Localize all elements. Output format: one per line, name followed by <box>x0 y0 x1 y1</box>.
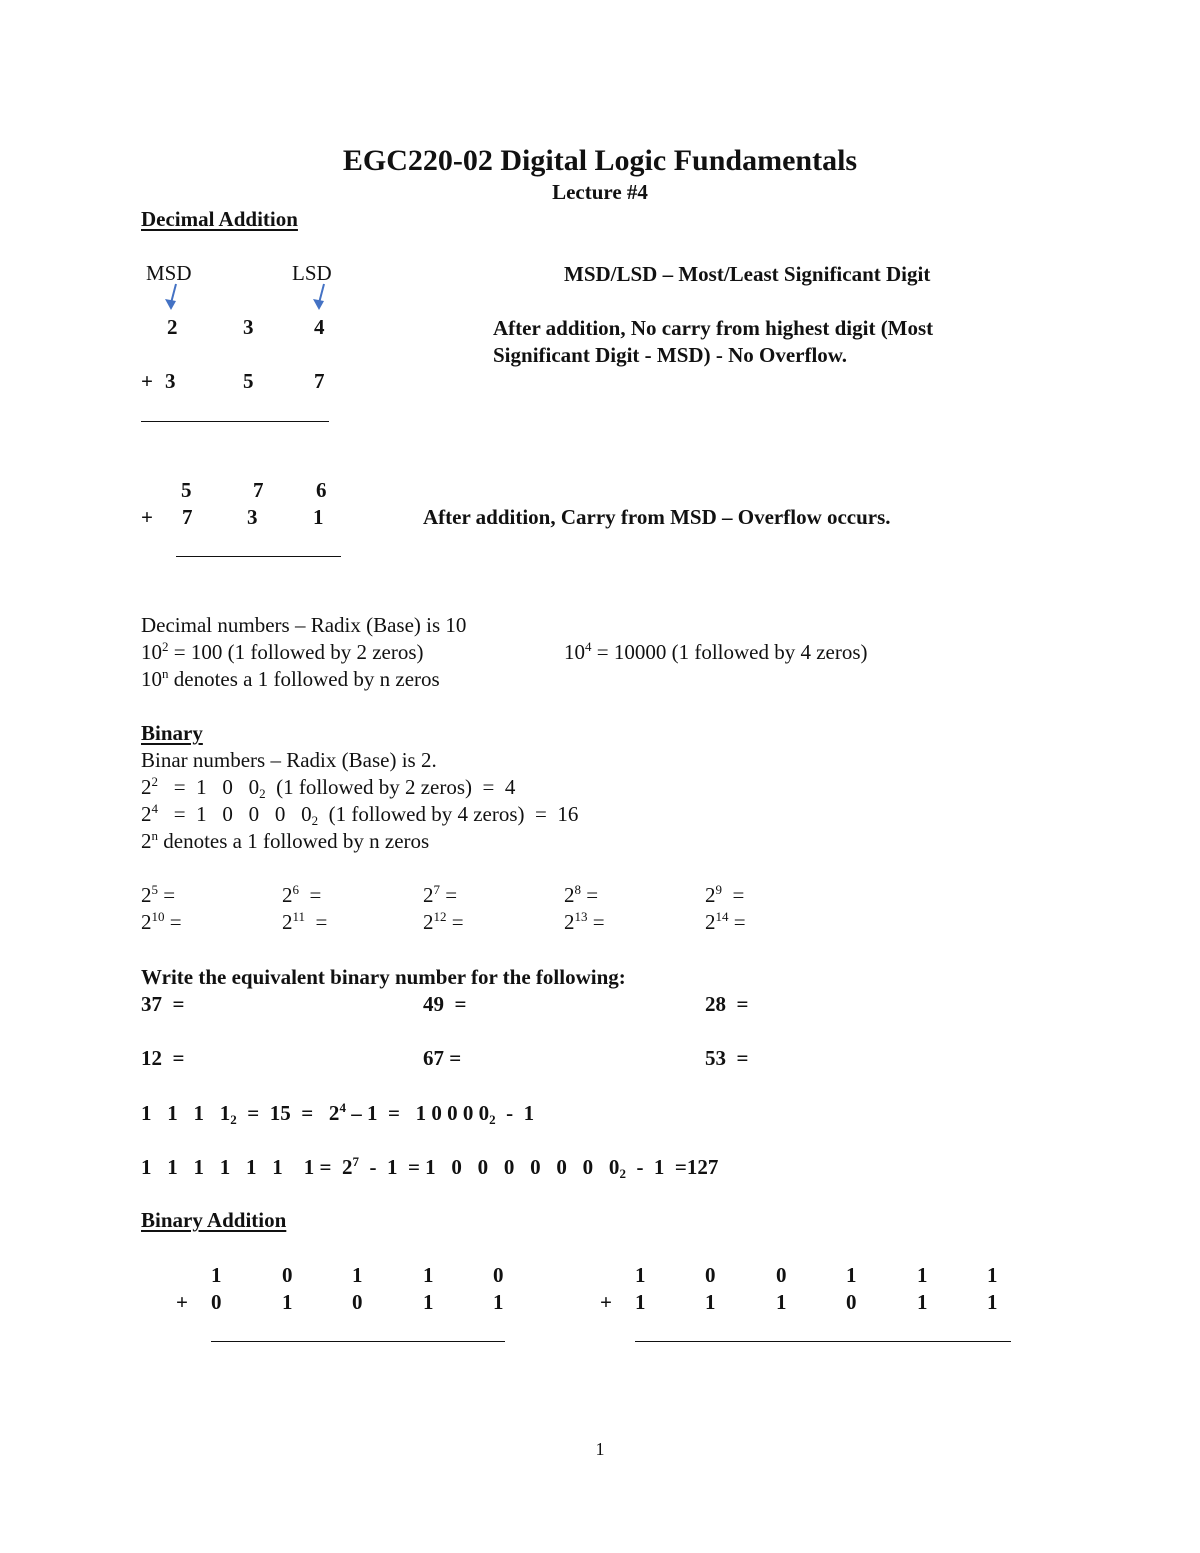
ex1-plus-sign: + <box>141 369 153 393</box>
lsd-arrow-icon <box>306 282 330 312</box>
bin-right-row2-digit: 0 <box>846 1290 857 1314</box>
power-cell: $2^{14}$ = <box>705 909 746 934</box>
bin-right-row1-digit: 1 <box>917 1263 928 1287</box>
ex1-row2-digit: 7 <box>314 369 325 393</box>
ex1-note-line2: Significant Digit - MSD) - No Overflow. <box>493 343 848 367</box>
bin-left-plus-sign: + <box>176 1290 188 1314</box>
binary-pown-line: 2$^n$ denotes a 1 followed by n zeros <box>141 828 430 853</box>
power-cell: $2^{11}$ = <box>282 909 328 934</box>
bin-right-row1-digit: 0 <box>705 1263 716 1287</box>
decimal-addition-heading: Decimal Addition <box>141 207 298 231</box>
msd-lsd-legend: MSD/LSD – Most/Least Significant Digit <box>564 262 931 286</box>
power-cell: $2^6$ = <box>282 882 322 907</box>
ex2-row1-digit: 6 <box>316 478 327 502</box>
ex1-row2-digit: 3 <box>165 369 176 393</box>
bin-left-sum-line <box>211 1341 505 1342</box>
ex2-row1-digit: 5 <box>181 478 192 502</box>
decimal-radix-line: Decimal numbers – Radix (Base) is 10 <box>141 613 467 637</box>
bin-left-row1-digit: 1 <box>352 1263 363 1287</box>
bin-right-row2-digit: 1 <box>776 1290 787 1314</box>
ex1-row1-digit: 2 <box>167 315 178 339</box>
ex1-row2-digit: 5 <box>243 369 254 393</box>
ex1-row1-digit: 3 <box>243 315 254 339</box>
ex2-sum-line <box>176 556 341 557</box>
bin-left-row1-digit: 1 <box>423 1263 434 1287</box>
exercise-item: 37 = <box>141 992 185 1016</box>
exercise-item: 67 = <box>423 1046 462 1070</box>
bin-left-row2-digit: 0 <box>211 1290 222 1314</box>
page-number: 1 <box>595 1439 605 1459</box>
power-cell: $2^{12}$ = <box>423 909 464 934</box>
exercise-item: 53 = <box>705 1046 749 1070</box>
msd-label: MSD <box>146 261 192 285</box>
msd-arrow-icon <box>160 282 184 312</box>
power-cell: $2^7$ = <box>423 882 458 907</box>
bin-left-row2-digit: 1 <box>493 1290 504 1314</box>
binary-pow2-line: $2^2 = 1$ 0 $0_2$ (1 followed by 2 zeros) = 4 <box>141 774 516 801</box>
bin-left-row1-digit: 0 <box>282 1263 293 1287</box>
power-cell: $2^{13}$ = <box>564 909 605 934</box>
binary-radix-line: Binar numbers – Radix (Base) is 2. <box>141 748 437 772</box>
bin-left-row2-digit: 1 <box>423 1290 434 1314</box>
power-cell: $2^9$ = <box>705 882 745 907</box>
binary-addition-heading: Binary Addition <box>141 1208 287 1232</box>
bin-right-row2-digit: 1 <box>917 1290 928 1314</box>
page-title: EGC220-02 Digital Logic Fundamentals <box>342 144 858 177</box>
power-cell: $2^8$ = <box>564 882 599 907</box>
ex2-row1-digit: 7 <box>253 478 264 502</box>
identity-line-15: 1 1 1 $1_2 = 15 = 2^4 - 1 = 1$ 0 0 0 $0_2 - 1$ <box>141 1100 535 1127</box>
exercise-item: 12 = <box>141 1046 185 1070</box>
decimal-pown-line: 10$^n$ denotes a 1 followed by n zeros <box>141 666 440 691</box>
decimal-pow4-line: $10^4 = 10000$ (1 followed by 4 zeros) <box>564 639 868 664</box>
power-cell: $2^{10}$ = <box>141 909 182 934</box>
bin-left-row2-digit: 0 <box>352 1290 363 1314</box>
bin-left-row2-digit: 1 <box>282 1290 293 1314</box>
ex2-row2-digit: 1 <box>313 505 324 529</box>
ex2-row2-digit: 7 <box>182 505 193 529</box>
bin-right-row2-digit: 1 <box>987 1290 998 1314</box>
bin-right-row1-digit: 0 <box>776 1263 787 1287</box>
binary-heading: Binary <box>141 721 203 745</box>
power-cell: $2^5$ = <box>141 882 176 907</box>
bin-left-row1-digit: 1 <box>211 1263 222 1287</box>
bin-right-row2-digit: 1 <box>705 1290 716 1314</box>
identity-line-127: 1 1 1 1 1 1 $1 = 2^7 - 1 = 1$ 0 0 0 0 0 0 $0_2 - 1 =127$ <box>141 1154 719 1181</box>
ex2-note: After addition, Carry from MSD – Overflow occurs. <box>423 505 891 529</box>
exercise-item: 28 = <box>705 992 749 1016</box>
bin-right-row1-digit: 1 <box>987 1263 998 1287</box>
binary-pow4-line: $2^4 = 1$ 0 0 0 $0_2$ (1 followed by 4 zeros) = 16 <box>141 801 579 828</box>
lecture-subtitle: Lecture #4 <box>552 180 648 204</box>
ex2-row2-digit: 3 <box>247 505 258 529</box>
ex2-plus-sign: + <box>141 505 153 529</box>
bin-right-plus-sign: + <box>600 1290 612 1314</box>
bin-right-row1-digit: 1 <box>846 1263 857 1287</box>
bin-right-row1-digit: 1 <box>635 1263 646 1287</box>
bin-right-sum-line <box>635 1341 1011 1342</box>
ex1-sum-line <box>141 421 329 422</box>
lsd-label: LSD <box>292 261 332 285</box>
decimal-pow2-line: $10^2 = 100$ (1 followed by 2 zeros) <box>141 639 424 664</box>
bin-right-row2-digit: 1 <box>635 1290 646 1314</box>
ex1-row1-digit: 4 <box>314 315 325 339</box>
exercise-prompt: Write the equivalent binary number for the following: <box>141 965 626 989</box>
exercise-item: 49 = <box>423 992 467 1016</box>
ex1-note-line1: After addition, No carry from highest digit (Most <box>493 316 934 340</box>
bin-left-row1-digit: 0 <box>493 1263 504 1287</box>
